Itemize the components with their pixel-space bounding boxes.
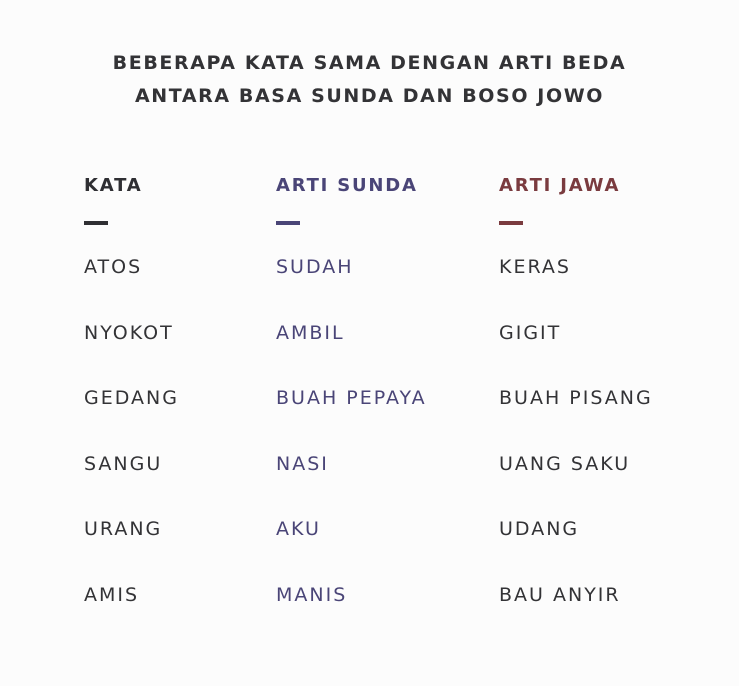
list-item: BUAH PISANG (499, 387, 653, 409)
list-item: MANIS (276, 583, 348, 606)
column-arti-jawa (499, 172, 653, 646)
header-underline-arti-jawa (499, 221, 523, 225)
column-header-arti-sunda: ARTI SUNDA (276, 175, 418, 196)
title-line-1: BEBERAPA KATA SAMA DENGAN ARTI BEDA (112, 52, 627, 74)
list-item: GIGIT (499, 321, 562, 344)
header-underline-arti-sunda (276, 221, 300, 225)
list-item: AMIS (84, 583, 140, 606)
title-line-2: ANTARA BASA SUNDA DAN BOSO JOWO (134, 85, 605, 107)
page-title (0, 47, 739, 113)
header-underline-kata (84, 221, 108, 225)
list-item: NYOKOT (84, 321, 174, 344)
list-item: UANG SAKU (499, 452, 631, 475)
list-item: KERAS (499, 256, 571, 278)
column-header-arti-jawa: ARTI JAWA (499, 175, 621, 196)
list-item: SANGU (84, 452, 163, 475)
list-item: ATOS (84, 256, 143, 278)
list-item: BAU ANYIR (499, 583, 621, 606)
list-item: NASI (276, 452, 329, 475)
list-item: UDANG (499, 518, 580, 540)
column-header-kata: KATA (84, 175, 143, 196)
list-item: SUDAH (276, 256, 354, 278)
list-item: AKU (276, 518, 321, 540)
list-arti-sunda (276, 253, 427, 609)
list-item: BUAH PEPAYA (276, 387, 427, 409)
list-kata (84, 253, 179, 609)
column-kata (84, 172, 179, 646)
list-item: URANG (84, 518, 163, 540)
column-arti-sunda (276, 172, 427, 646)
list-item: GEDANG (84, 387, 179, 409)
list-item: AMBIL (276, 321, 345, 344)
list-arti-jawa (499, 253, 653, 609)
